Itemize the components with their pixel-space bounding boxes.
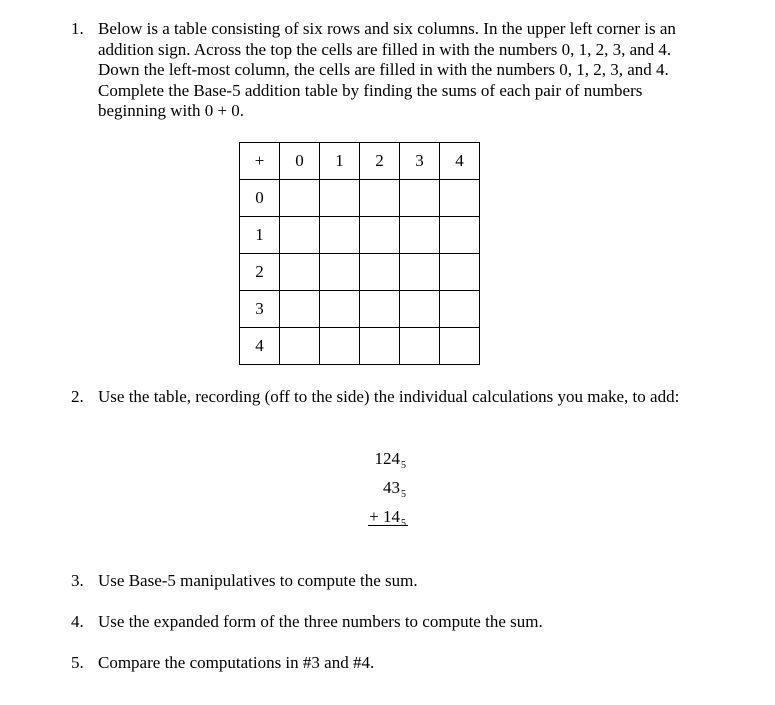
question-text: Below is a table consisting of six rows and six columns. In the upper left corner is an addition sign. Across the top the cells are filled in with the numbers 0, 1, 2, 3, and 4. Down the left-most column, the cells are filled in with the numbers 0, 1, 2, 3, and 4. Complete the Base-5 addition table by finding the sums of each pair of numbers beginning with 0 + 0. (98, 19, 676, 120)
sum-cell[interactable] (280, 254, 320, 291)
addend-value: 14 (383, 507, 400, 526)
addend-base: 5 (401, 460, 406, 471)
addend-base: 5 (401, 489, 406, 500)
column-header-cell: 1 (320, 143, 360, 180)
sum-cell[interactable] (400, 254, 440, 291)
column-header-cell: 0 (280, 143, 320, 180)
question-text: Use the table, recording (off to the side) the individual calculations you make, to add: (98, 387, 680, 406)
question-1 (71, 19, 691, 122)
sum-cell[interactable] (360, 180, 400, 217)
addend-value: 124 (374, 449, 400, 468)
column-header-cell: 4 (440, 143, 480, 180)
table-row (240, 217, 480, 254)
addend-base: 5 (401, 518, 406, 529)
table-row (240, 254, 480, 291)
sum-cell[interactable] (400, 180, 440, 217)
sum-cell[interactable] (280, 217, 320, 254)
sum-cell[interactable] (280, 180, 320, 217)
question-number: 1. (71, 19, 84, 38)
sum-cell[interactable] (360, 217, 400, 254)
column-header-cell: 2 (360, 143, 400, 180)
sum-cell[interactable] (400, 217, 440, 254)
question-text: Use the expanded form of the three numbers to compute the sum. (98, 612, 543, 631)
sum-cell[interactable] (400, 328, 440, 365)
sum-cell[interactable] (320, 328, 360, 365)
addend-prefix: + (369, 507, 383, 526)
sum-cell[interactable] (280, 291, 320, 328)
question-number: 3. (71, 571, 84, 590)
table-header-row (240, 143, 480, 180)
table-row (240, 180, 480, 217)
row-header-cell: 3 (240, 291, 280, 328)
sum-underline (368, 525, 408, 526)
sum-cell[interactable] (440, 291, 480, 328)
question-number: 4. (71, 612, 84, 631)
question-number: 2. (71, 387, 84, 406)
row-header-cell: 4 (240, 328, 280, 365)
sum-cell[interactable] (320, 291, 360, 328)
sum-cell[interactable] (320, 217, 360, 254)
row-header-cell: 0 (240, 180, 280, 217)
sum-cell[interactable] (320, 254, 360, 291)
sum-cell[interactable] (280, 328, 320, 365)
column-header-cell: 3 (400, 143, 440, 180)
sum-cell[interactable] (360, 254, 400, 291)
addend-value: 43 (383, 478, 400, 497)
table-row (240, 328, 480, 365)
question-5 (71, 653, 691, 674)
question-text: Compare the computations in #3 and #4. (98, 653, 375, 672)
question-3 (71, 571, 691, 592)
sum-cell[interactable] (400, 291, 440, 328)
question-number: 5. (71, 653, 84, 672)
question-text: Use Base-5 manipulatives to compute the sum. (98, 571, 418, 590)
sum-cell[interactable] (360, 328, 400, 365)
row-header-cell: 2 (240, 254, 280, 291)
question-2 (71, 387, 691, 408)
addend-row (360, 506, 420, 535)
base5-sum-problem (360, 448, 420, 535)
base5-addition-table (239, 142, 480, 365)
sum-cell[interactable] (440, 328, 480, 365)
sum-cell[interactable] (440, 217, 480, 254)
addend-row (360, 477, 420, 506)
table-corner-cell: + (240, 143, 280, 180)
row-header-cell: 1 (240, 217, 280, 254)
addend-row (360, 448, 420, 477)
sum-cell[interactable] (360, 291, 400, 328)
sum-cell[interactable] (440, 180, 480, 217)
sum-cell[interactable] (440, 254, 480, 291)
question-4 (71, 612, 691, 633)
sum-cell[interactable] (320, 180, 360, 217)
table-row (240, 291, 480, 328)
